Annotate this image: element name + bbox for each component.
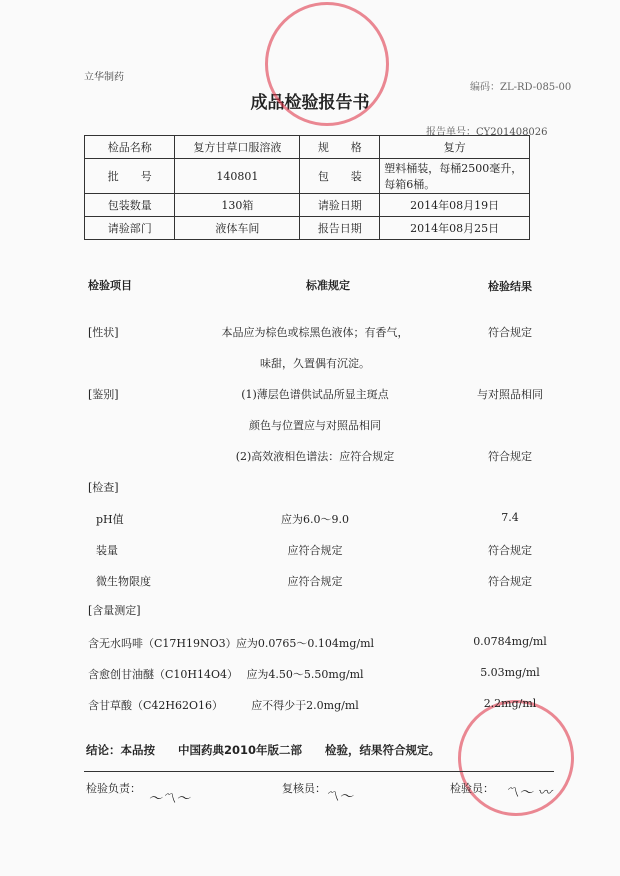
row-standard: 应为6.0～9.0	[281, 513, 349, 526]
row-standard: 颜色与位置应与对照品相同	[249, 419, 381, 432]
column-item: 检验项目	[88, 279, 132, 292]
lead-signature: 〜〽〜	[148, 791, 190, 807]
row-item: [检查]	[88, 481, 119, 494]
info-row	[85, 159, 530, 194]
row-result: 7.4	[501, 511, 519, 524]
column-standard: 标准规定	[306, 279, 350, 292]
info-row	[85, 194, 530, 217]
info-row	[85, 136, 530, 159]
company-seal	[265, 2, 389, 126]
row-item: pH值	[96, 513, 124, 526]
info-value: 130箱	[175, 194, 300, 217]
row-result: 2.2mg/ml	[483, 697, 537, 710]
info-label: 请验部门	[85, 217, 175, 240]
row-standard: 应符合规定	[287, 575, 343, 588]
inspector-label: 检验员：	[450, 782, 494, 795]
row-standard: 应为0.0765～0.104mg/ml	[235, 637, 375, 650]
info-row	[85, 217, 530, 240]
row-item: [性状]	[88, 326, 119, 339]
row-item: 含愈创甘油醚（C10H14O4）	[88, 668, 239, 681]
info-label: 包 装	[300, 159, 380, 194]
row-result: 0.0784mg/ml	[473, 635, 547, 648]
row-standard: 应符合规定	[287, 544, 343, 557]
row-result: 符合规定	[488, 326, 532, 339]
info-value: 2014年08月25日	[380, 217, 530, 240]
row-result: 与对照品相同	[477, 388, 543, 401]
row-item: [鉴别]	[88, 388, 119, 401]
info-value: 复方	[380, 136, 530, 159]
row-result: 符合规定	[488, 544, 532, 557]
info-label: 检品名称	[85, 136, 175, 159]
reviewer-label: 复核员：	[282, 782, 326, 795]
row-result: 符合规定	[488, 450, 532, 463]
row-result: 5.03mg/ml	[480, 666, 540, 679]
info-value: 塑料桶装，每桶2500毫升，每箱6桶。	[380, 159, 530, 194]
row-result: 符合规定	[488, 575, 532, 588]
info-value: 复方甘草口服溶液	[175, 136, 300, 159]
document-code: 编码：ZL-RD-085-00	[470, 82, 572, 93]
info-value: 140801	[175, 159, 300, 194]
row-standard: 应为4.50～5.50mg/ml	[246, 668, 364, 681]
row-standard: 味甜，久置偶有沉淀。	[260, 357, 370, 370]
lead-label: 检验负责：	[86, 782, 141, 795]
row-item: 微生物限度	[96, 575, 151, 588]
row-item: 装量	[96, 544, 118, 557]
info-value: 液体车间	[175, 217, 300, 240]
row-item: [含量测定]	[88, 604, 141, 617]
info-label: 规 格	[300, 136, 380, 159]
info-value: 2014年08月19日	[380, 194, 530, 217]
row-standard: 应不得少于2.0mg/ml	[251, 699, 359, 712]
report-number: 报告单号：CY201408026	[426, 127, 548, 138]
info-label: 报告日期	[300, 217, 380, 240]
row-item: 含甘草酸（C42H62O16）	[88, 699, 224, 712]
row-standard: 本品应为棕色或棕黑色液体；有香气，	[221, 326, 409, 339]
divider	[84, 771, 554, 772]
reviewer-signature: 〽〜	[325, 789, 353, 805]
product-info-table	[84, 135, 530, 240]
row-item: 含无水吗啡（C17H19NO3）	[88, 637, 237, 650]
info-label: 批 号	[85, 159, 175, 194]
page-title: 成品检验报告书	[250, 93, 370, 113]
column-result: 检验结果	[488, 280, 532, 293]
inspector-signature: 〽〜 〰	[505, 785, 552, 801]
conclusion: 结论：本品按 中国药典2010年版二部 检验，结果符合规定。	[86, 743, 441, 757]
info-label: 请验日期	[300, 194, 380, 217]
row-standard: (1)薄层色谱供试品所显主斑点	[241, 388, 389, 401]
company-logo: 立华制药	[84, 72, 124, 83]
row-standard: (2)高效液相色谱法：应符合规定	[235, 450, 395, 463]
info-label: 包装数量	[85, 194, 175, 217]
